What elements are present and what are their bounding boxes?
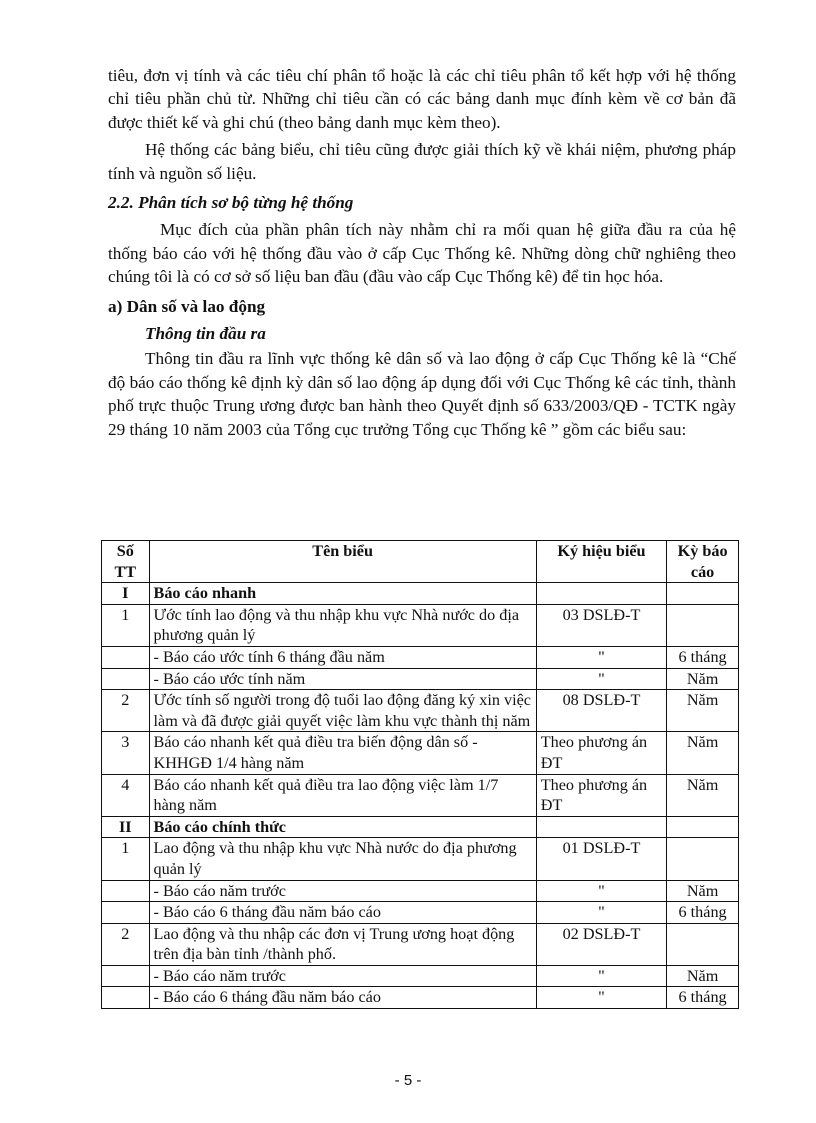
table-section-row (102, 583, 739, 605)
cell-name: - Báo cáo ước tính năm (149, 668, 536, 690)
header-code: Ký hiệu biểu (536, 541, 666, 583)
section-heading-2-2: 2.2. Phân tích sơ bộ từng hệ thống (108, 193, 354, 213)
cell-code: Theo phương án ĐT (536, 732, 666, 774)
cell-name: Ước tính lao động và thu nhập khu vực Nhà nước do địa phương quản lý (149, 604, 536, 646)
cell-no: 2 (102, 690, 150, 732)
cell-period: Năm (667, 774, 739, 816)
cell-name: Báo cáo nhanh kết quả điều tra biến động dân số - KHHGĐ 1/4 hàng năm (149, 732, 536, 774)
cell-code (536, 583, 666, 605)
cell-code: " (536, 880, 666, 902)
cell-name: Báo cáo chính thức (149, 816, 536, 838)
cell-code: 01 DSLĐ-T (536, 838, 666, 880)
table-row (102, 987, 739, 1009)
cell-name: - Báo cáo 6 tháng đầu năm báo cáo (149, 987, 536, 1009)
cell-no: 1 (102, 838, 150, 880)
cell-no (102, 965, 150, 987)
table-row (102, 604, 739, 646)
table-body (102, 583, 739, 1009)
cell-name: Lao động và thu nhập khu vực Nhà nước do địa phương quản lý (149, 838, 536, 880)
cell-code: " (536, 965, 666, 987)
cell-period: Năm (667, 668, 739, 690)
cell-period: 6 tháng (667, 646, 739, 668)
cell-period: Năm (667, 965, 739, 987)
cell-period: Năm (667, 690, 739, 732)
cell-name: Báo cáo nhanh kết quả điều tra lao động việc làm 1/7 hàng năm (149, 774, 536, 816)
table-row (102, 923, 739, 965)
cell-period: Năm (667, 880, 739, 902)
table-row (102, 880, 739, 902)
cell-code: Theo phương án ĐT (536, 774, 666, 816)
table-row (102, 965, 739, 987)
table-row (102, 646, 739, 668)
paragraph-output-info: Thông tin đầu ra lĩnh vực thống kê dân số và lao động ở cấp Cục Thống kê là “Chế độ báo cáo thống kê định kỳ dân số lao động áp dụng đối với Cục Thống kê các tỉnh, thành phố trực thuộc Trung ương được ban hành theo Quyết định số 633/2003/QĐ - TCTK ngày 29 tháng 10 năm 2003 của Tổng cục trưởng Tổng cục Thống kê ” gồm các biểu sau: (108, 349, 736, 439)
report-forms-table (101, 540, 739, 1009)
paragraph-tables: Hệ thống các bảng biểu, chỉ tiêu cũng được giải thích kỹ về khái niệm, phương pháp tính và nguồn số liệu. (108, 140, 736, 183)
table-row (102, 838, 739, 880)
subheading-output-info: Thông tin đầu ra (145, 324, 266, 344)
paragraph-continuation: tiêu, đơn vị tính và các tiêu chí phân tổ hoặc là các chỉ tiêu phân tổ kết hợp với hệ thống chỉ tiêu phần chủ từ. Những chỉ tiêu cần có các bảng danh mục đính kèm về cơ bản đã được thiết kế và ghi chú (theo bảng danh mục kèm theo). (108, 66, 736, 132)
subsection-heading-population: a) Dân số và lao động (108, 296, 266, 316)
cell-code: 08 DSLĐ-T (536, 690, 666, 732)
cell-code: 02 DSLĐ-T (536, 923, 666, 965)
paragraph-purpose: Mục đích của phần phân tích này nhằm chỉ ra mối quan hệ giữa đầu ra của hệ thống báo cáo với hệ thống đầu vào ở cấp Cục Thống kê. Những dòng chữ nghiêng theo chúng tôi là có cơ sở số liệu ban đầu (đầu vào cấp Cục Thống kê) để tin học hóa. (108, 220, 736, 287)
cell-period (667, 923, 739, 965)
cell-no (102, 987, 150, 1009)
cell-code: 03 DSLĐ-T (536, 604, 666, 646)
table-row (102, 774, 739, 816)
cell-period: Năm (667, 732, 739, 774)
table-header-row (102, 541, 739, 583)
table-section-row (102, 816, 739, 838)
cell-name: - Báo cáo 6 tháng đầu năm báo cáo (149, 902, 536, 924)
cell-period: 6 tháng (667, 902, 739, 924)
header-no: Số TT (102, 541, 150, 583)
cell-name: Lao động và thu nhập các đơn vị Trung ương hoạt động trên địa bàn tỉnh /thành phố. (149, 923, 536, 965)
cell-period (667, 816, 739, 838)
cell-no: 3 (102, 732, 150, 774)
cell-no (102, 668, 150, 690)
cell-no (102, 880, 150, 902)
cell-code: " (536, 987, 666, 1009)
cell-code: " (536, 668, 666, 690)
cell-name: - Báo cáo ước tính 6 tháng đầu năm (149, 646, 536, 668)
cell-period (667, 583, 739, 605)
cell-no: 2 (102, 923, 150, 965)
cell-no: 1 (102, 604, 150, 646)
cell-period (667, 604, 739, 646)
table-row (102, 902, 739, 924)
table-row (102, 732, 739, 774)
cell-no: 4 (102, 774, 150, 816)
cell-no (102, 902, 150, 924)
cell-code: " (536, 902, 666, 924)
cell-name: - Báo cáo năm trước (149, 880, 536, 902)
header-period: Kỳ báo cáo (667, 541, 739, 583)
page-number: - 5 - (394, 1072, 422, 1089)
cell-period (667, 838, 739, 880)
cell-name: Ước tính số người trong độ tuổi lao động đăng ký xin việc làm và đã được giải quyết việc làm khu vực thành thị năm (149, 690, 536, 732)
header-name: Tên biểu (149, 541, 536, 583)
cell-code: " (536, 646, 666, 668)
cell-no (102, 646, 150, 668)
body-text (108, 64, 736, 441)
table-row (102, 668, 739, 690)
table-row (102, 690, 739, 732)
cell-name: Báo cáo nhanh (149, 583, 536, 605)
cell-period: 6 tháng (667, 987, 739, 1009)
cell-code (536, 816, 666, 838)
cell-name: - Báo cáo năm trước (149, 965, 536, 987)
cell-no: I (102, 583, 150, 605)
cell-no: II (102, 816, 150, 838)
